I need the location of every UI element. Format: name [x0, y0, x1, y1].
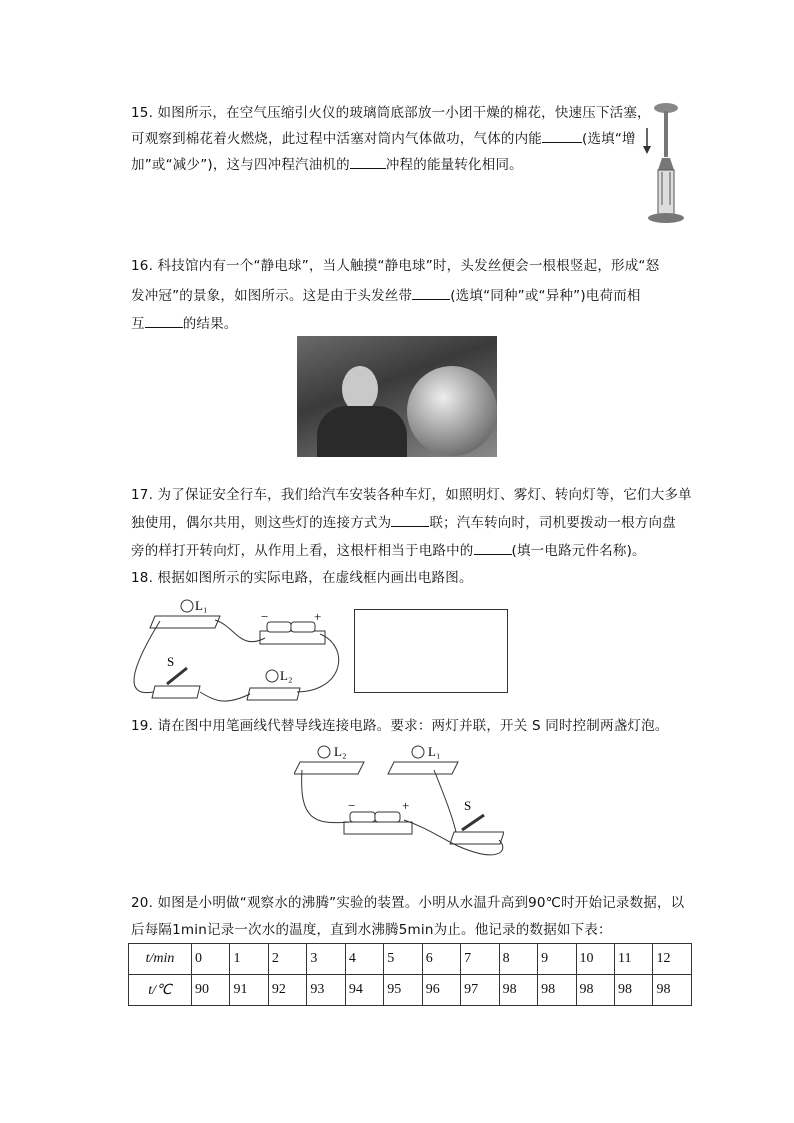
cell: 4 — [345, 944, 383, 975]
answer-blank — [412, 286, 450, 301]
q19-text: 19. 请在图中用笔画线代替导线连接电路。要求：两灯并联，开关 S 同时控制两盏灯泡。 — [131, 718, 669, 734]
header-temperature: t/℃ — [129, 975, 192, 1006]
text: (选填“同种”或“异种”)电荷而相 — [450, 288, 641, 304]
bulb-icon — [181, 600, 193, 612]
q15-line2 — [131, 127, 636, 147]
cell: 0 — [192, 944, 230, 975]
text: 互 — [131, 316, 145, 332]
label-l2: L₂ — [334, 744, 347, 759]
label-minus: − — [348, 798, 356, 813]
cell: 97 — [461, 975, 499, 1006]
q18-circuit-figure — [125, 596, 345, 704]
cell: 6 — [422, 944, 460, 975]
cell: 9 — [538, 944, 576, 975]
label-plus: + — [402, 798, 410, 813]
text: 发冲冠”的景象，如图所示。这是由于头发丝带 — [131, 288, 413, 304]
text: (选填“增 — [582, 131, 636, 147]
cell: 98 — [499, 975, 537, 1006]
switch-lever-icon — [167, 668, 187, 684]
bulb-icon — [412, 746, 424, 758]
label-l1: L₁ — [195, 598, 208, 613]
cell: 92 — [268, 975, 306, 1006]
label-l1: L₁ — [428, 744, 441, 759]
q17-line1: 17. 为了保证安全行车，我们给汽车安装各种车灯，如照明灯、雾灯、转向灯等，它们大多单 — [131, 487, 692, 503]
label-minus: − — [261, 609, 269, 624]
static-electricity-ball-photo — [297, 336, 497, 457]
cell: 98 — [538, 975, 576, 1006]
cell: 3 — [307, 944, 345, 975]
q16-line1: 16. 科技馆内有一个“静电球”，当人触摸“静电球”时，头发丝便会一根根竖起，形成“怒 — [131, 258, 660, 274]
bulb-icon — [266, 670, 278, 682]
text: 旁的样打开转向灯，从作用上看，这根杆相当于电路中的 — [131, 543, 474, 559]
text: 可观察到棉花着火燃烧，此过程中活塞对筒内气体做功，气体的内能 — [131, 131, 542, 147]
answer-blank — [542, 129, 582, 144]
q20-line1: 20. 如图是小明做“观察水的沸腾”实验的装置。小明从水温升高到90℃时开始记录数据，以 — [131, 895, 685, 911]
text: 联；汽车转向时，司机要拨动一根方向盘 — [429, 515, 676, 531]
text: 加”或“减少”)，这与四冲程汽油机的 — [131, 157, 350, 173]
air-compression-igniter-figure — [640, 100, 690, 226]
label-plus: + — [314, 609, 322, 624]
q19-circuit-figure — [294, 740, 504, 868]
label-s: S — [167, 654, 175, 669]
q20-line2: 后每隔1min记录一次水的温度，直到水沸腾5min为止。他记录的数据如下表： — [131, 922, 612, 938]
cell: 90 — [192, 975, 230, 1006]
cell: 8 — [499, 944, 537, 975]
answer-blank — [474, 541, 512, 556]
cell: 95 — [384, 975, 422, 1006]
q16-line2 — [131, 284, 641, 304]
label-s: S — [464, 798, 472, 813]
cell: 12 — [653, 944, 692, 975]
cell: 98 — [576, 975, 614, 1006]
q17-line2 — [131, 511, 676, 531]
answer-blank — [145, 314, 183, 329]
text: 独使用，偶尔共用，则这些灯的连接方式为 — [131, 515, 392, 531]
text: 冲程的能量转化相同。 — [385, 157, 523, 173]
cell: 98 — [653, 975, 692, 1006]
cell: 93 — [307, 975, 345, 1006]
cell: 2 — [268, 944, 306, 975]
switch-lever-icon — [462, 815, 484, 830]
table-row-temperature — [129, 975, 692, 1006]
cell: 96 — [422, 975, 460, 1006]
q18-text: 18. 根据如图所示的实际电路，在虚线框内画出电路图。 — [131, 570, 473, 586]
answer-drawing-box[interactable] — [354, 609, 508, 693]
cell: 7 — [461, 944, 499, 975]
temperature-data-table — [128, 943, 692, 1006]
q15-line1: 15. 如图所示，在空气压缩引火仪的玻璃筒底部放一小团干燥的棉花，快速压下活塞， — [131, 105, 651, 121]
text: 的结果。 — [182, 316, 238, 332]
cell: 10 — [576, 944, 614, 975]
cell: 11 — [614, 944, 652, 975]
cell: 5 — [384, 944, 422, 975]
bulb-icon — [318, 746, 330, 758]
cell: 98 — [614, 975, 652, 1006]
header-time: t/min — [129, 944, 192, 975]
cell: 91 — [230, 975, 268, 1006]
table-row-time — [129, 944, 692, 975]
q17-line3 — [131, 539, 646, 559]
cell: 94 — [345, 975, 383, 1006]
q15-line3 — [131, 153, 523, 173]
text: (填一电路元件名称)。 — [511, 543, 646, 559]
answer-blank — [391, 513, 429, 528]
cell: 1 — [230, 944, 268, 975]
label-l2: L₂ — [280, 668, 293, 683]
q16-line3 — [131, 312, 238, 332]
answer-blank — [350, 155, 386, 170]
